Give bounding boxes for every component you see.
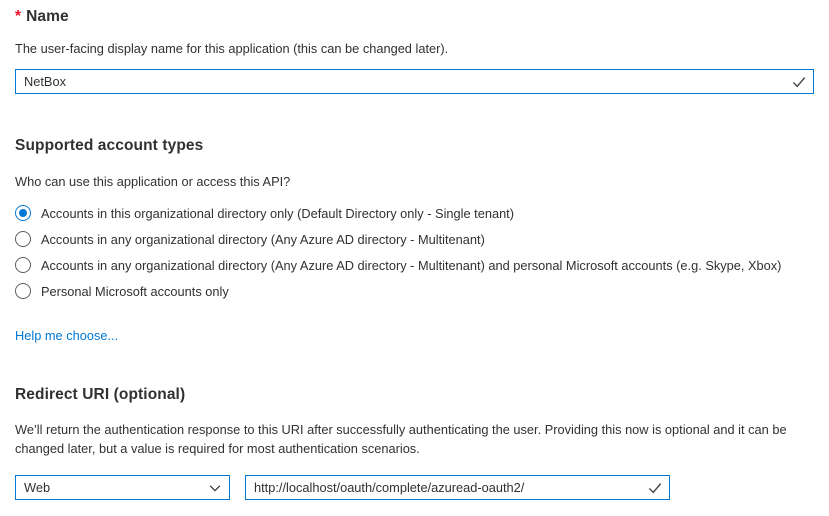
radio-icon bbox=[15, 205, 31, 221]
name-input[interactable] bbox=[15, 69, 814, 94]
redirect-uri-section bbox=[15, 386, 814, 500]
platform-select[interactable] bbox=[15, 475, 230, 500]
redirect-uri-row bbox=[15, 475, 814, 500]
account-types-question: Who can use this application or access this API? bbox=[15, 174, 291, 189]
required-asterisk: * bbox=[15, 8, 22, 25]
platform-select-value: Web bbox=[24, 480, 51, 495]
radio-icon bbox=[15, 283, 31, 299]
account-types-title: Supported account types bbox=[15, 137, 204, 154]
redirect-uri-input[interactable] bbox=[245, 475, 670, 500]
radio-personal-only[interactable] bbox=[15, 278, 814, 304]
radio-single-tenant[interactable] bbox=[15, 200, 814, 226]
name-section-title bbox=[15, 8, 814, 26]
name-description: The user-facing display name for this application (this can be changed later). bbox=[15, 41, 449, 56]
radio-multitenant-personal[interactable] bbox=[15, 252, 814, 278]
radio-label: Accounts in any organizational directory (Any Azure AD directory - Multitenant) and personal Microsoft accounts (e.g. Skype, Xbox) bbox=[41, 257, 782, 273]
help-me-choose-link[interactable]: Help me choose... bbox=[15, 328, 119, 343]
redirect-uri-title: Redirect URI (optional) bbox=[15, 386, 186, 403]
name-label: Name bbox=[26, 8, 69, 25]
account-types-radio-group bbox=[15, 200, 814, 304]
radio-multitenant[interactable] bbox=[15, 226, 814, 252]
name-input-value: NetBox bbox=[24, 74, 66, 89]
checkmark-icon bbox=[648, 481, 662, 495]
chevron-down-icon bbox=[208, 481, 222, 495]
checkmark-icon bbox=[792, 75, 806, 89]
radio-label: Accounts in this organizational directory only (Default Directory only - Single tenant) bbox=[41, 205, 514, 221]
radio-label: Personal Microsoft accounts only bbox=[41, 283, 229, 299]
redirect-uri-value: http://localhost/oauth/complete/azuread-oauth2/ bbox=[254, 480, 525, 495]
account-types-section bbox=[15, 137, 814, 345]
redirect-uri-description: We’ll return the authentication response to this URI after successfully authenticating the user. Providing this now is optional and it can be changed later, but a value is required for most authentication scenarios. bbox=[15, 422, 787, 456]
radio-icon bbox=[15, 257, 31, 273]
radio-icon bbox=[15, 231, 31, 247]
radio-label: Accounts in any organizational directory (Any Azure AD directory - Multitenant) bbox=[41, 231, 485, 247]
